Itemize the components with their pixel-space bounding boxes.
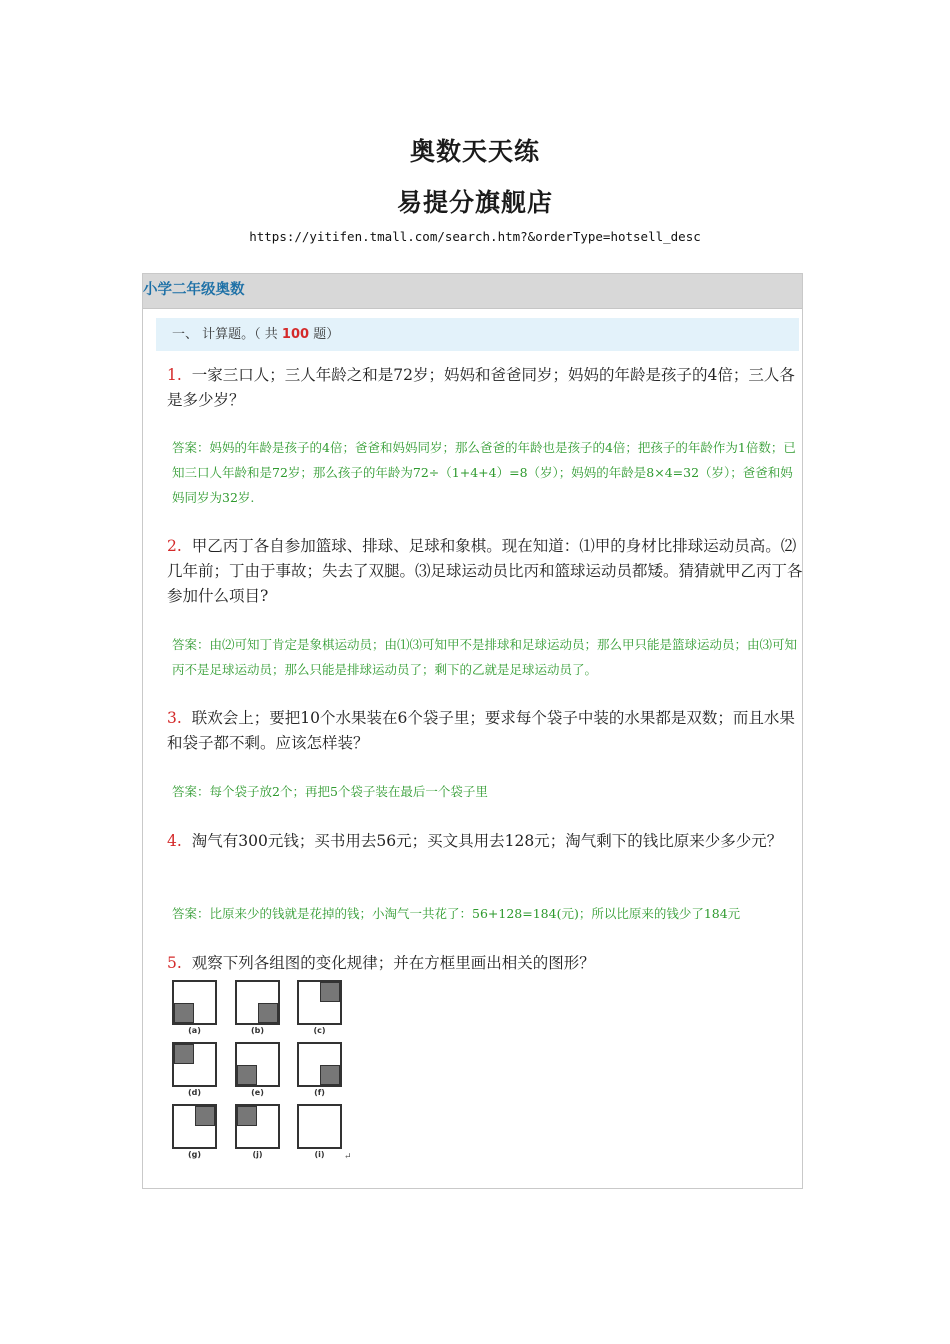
question-4 bbox=[167, 829, 804, 854]
question-number: 5. bbox=[167, 954, 182, 972]
question-5 bbox=[167, 951, 804, 976]
section-header bbox=[156, 318, 799, 351]
pattern-cell-f bbox=[297, 1042, 342, 1100]
question-1 bbox=[167, 363, 804, 413]
section-suffix: 题） bbox=[313, 327, 340, 342]
question-text: 联欢会上；要把10个水果装在6个袋子里；要求每个袋子中装的水果都是双数；而且水果和袋子都不剩。应该怎样装？ bbox=[167, 709, 795, 752]
pattern-figure bbox=[172, 980, 362, 1170]
section-prefix: 一、 计算题。（ 共 bbox=[172, 327, 278, 342]
pattern-cell-e bbox=[235, 1042, 280, 1100]
pattern-square bbox=[297, 1042, 342, 1087]
answer-1: 答案：妈妈的年龄是孩子的4倍；爸爸和妈妈同岁；那么爸爸的年龄也是孩子的4倍；把孩子的年龄作为1倍数；已知三口人年龄和是72岁；那么孩子的年龄为72÷（1+4+4）=8（岁）；妈妈的年龄是8×4=32（岁）；爸爸和妈妈同岁为32岁. bbox=[172, 440, 796, 505]
answer-2: 答案：由⑵可知丁肯定是象棋运动员；由⑴⑶可知甲不是排球和足球运动员；那么甲只能是篮球运动员；由⑶可知丙不是足球运动员；那么只能是排球运动员了；剩下的乙就是足球运动员了。 bbox=[172, 637, 798, 677]
panel-header bbox=[143, 274, 802, 309]
pattern-label: (b) bbox=[250, 1026, 265, 1035]
section-count: 100 bbox=[281, 327, 310, 342]
question-number: 3. bbox=[167, 709, 182, 727]
pattern-square bbox=[235, 1104, 280, 1149]
pattern-label: (a) bbox=[188, 1026, 201, 1035]
pattern-square bbox=[172, 1042, 217, 1087]
question-number: 2. bbox=[167, 537, 182, 555]
shaded-square bbox=[174, 1003, 194, 1023]
paragraph-mark: ↵ bbox=[344, 1152, 352, 1162]
pattern-cell-a bbox=[172, 980, 217, 1038]
empty-answer-square[interactable] bbox=[297, 1104, 342, 1149]
pattern-label: (e) bbox=[251, 1088, 264, 1097]
answer-3: 答案：每个袋子放2个；再把5个袋子装在最后一个袋子里 bbox=[172, 784, 488, 799]
pattern-cell-g bbox=[172, 1104, 217, 1162]
store-url: https://yitifen.tmall.com/search.htm?&orderType=hotsell_desc bbox=[249, 229, 701, 244]
pattern-square bbox=[235, 1042, 280, 1087]
pattern-square bbox=[172, 1104, 217, 1149]
question-text: 淘气有300元钱；买书用去56元；买文具用去128元；淘气剩下的钱比原来少多少元？ bbox=[191, 832, 783, 850]
question-number: 4. bbox=[167, 832, 182, 850]
store-name: 易提分旗舰店 bbox=[396, 188, 553, 217]
pattern-cell-b bbox=[235, 980, 280, 1038]
question-text: 观察下列各组图的变化规律；并在方框里画出相关的图形？ bbox=[191, 954, 595, 972]
pattern-label: (i) bbox=[314, 1150, 325, 1159]
pattern-label: (d) bbox=[187, 1088, 202, 1097]
pattern-cell-j bbox=[235, 1104, 280, 1162]
question-3 bbox=[167, 706, 804, 756]
pattern-label: (c) bbox=[313, 1026, 326, 1035]
answer-4: 答案：比原来少的钱就是花掉的钱；小淘气一共花了：56+128=184(元)；所以比原来的钱少了184元 bbox=[172, 906, 741, 921]
shaded-square bbox=[195, 1106, 215, 1126]
pattern-square bbox=[297, 980, 342, 1025]
page-title: 奥数天天练 bbox=[409, 137, 540, 166]
shaded-square bbox=[174, 1044, 194, 1064]
shaded-square bbox=[258, 1003, 278, 1023]
shaded-square bbox=[320, 1065, 340, 1085]
shaded-square bbox=[237, 1106, 257, 1126]
pattern-label: (f) bbox=[314, 1088, 325, 1097]
pattern-cell-d bbox=[172, 1042, 217, 1100]
pattern-square bbox=[235, 980, 280, 1025]
pattern-cell-i-answer-box[interactable] bbox=[297, 1104, 342, 1162]
question-text: 一家三口人；三人年龄之和是72岁；妈妈和爸爸同岁；妈妈的年龄是孩子的4倍；三人各是多少岁？ bbox=[167, 366, 795, 409]
exercise-panel bbox=[142, 273, 803, 1189]
question-number: 1. bbox=[167, 366, 182, 384]
question-2 bbox=[167, 534, 804, 609]
shaded-square bbox=[320, 982, 340, 1002]
pattern-label: (g) bbox=[187, 1150, 202, 1159]
pattern-label: (j) bbox=[252, 1150, 263, 1159]
panel-title: 小学二年级奥数 bbox=[143, 282, 245, 298]
shaded-square bbox=[237, 1065, 257, 1085]
pattern-cell-c bbox=[297, 980, 342, 1038]
question-text: 甲乙丙丁各自参加篮球、排球、足球和象棋。现在知道：⑴甲的身材比排球运动员高。⑵几年前；丁由于事故；失去了双腿。⑶足球运动员比丙和篮球运动员都矮。猜猜就甲乙丙丁各参加什么项目? bbox=[167, 537, 803, 605]
pattern-square bbox=[172, 980, 217, 1025]
